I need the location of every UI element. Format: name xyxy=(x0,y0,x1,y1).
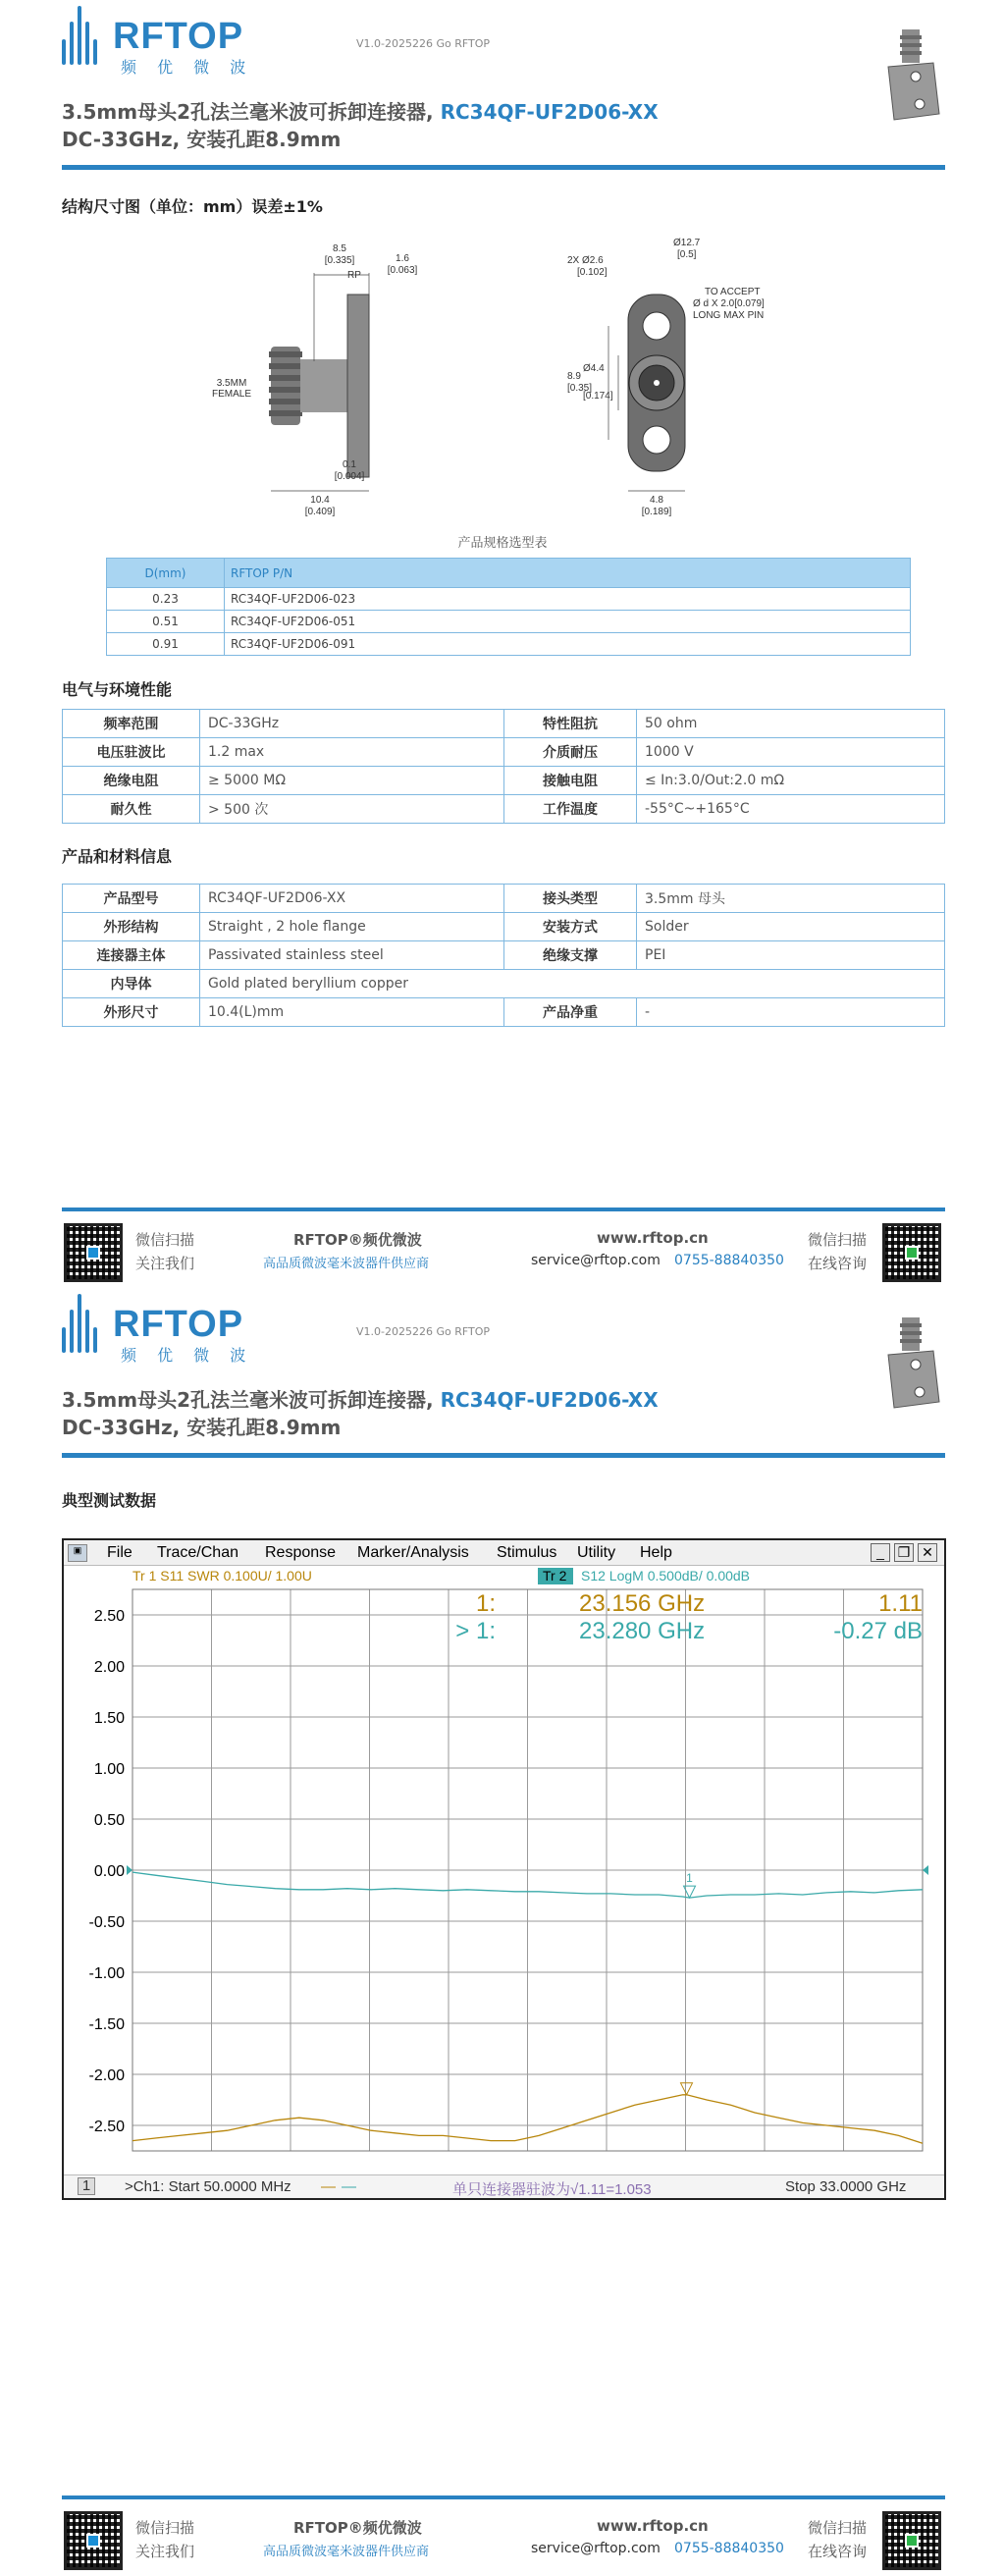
plot-grid xyxy=(127,1589,928,2151)
trace1-label: Tr 1 S11 SWR 0.100U/ 1.00U xyxy=(132,1568,312,1583)
dim-total-length: 10.4 xyxy=(310,495,330,506)
footer-email[interactable]: service@rftop.com xyxy=(531,2541,661,2556)
footer-wechat-scan-2: 微信扫描 xyxy=(808,1231,868,1249)
marker1-triangle xyxy=(681,2083,693,2095)
product-subtitle: DC-33GHz, 安装孔距8.9mm xyxy=(62,128,342,151)
dim-gap-inch: [0.004] xyxy=(334,471,365,482)
rftop-logo xyxy=(62,6,278,75)
footer-phone[interactable]: 0755-88840350 xyxy=(674,2541,784,2556)
connector-thumbnail xyxy=(876,27,945,126)
menu-stimulus[interactable]: Stimulus xyxy=(497,1544,557,1561)
footer-follow: 关注我们 xyxy=(135,1255,195,1272)
y-tick-label: 0.00 xyxy=(93,1863,125,1880)
table-row: 内导体 Gold plated beryllium copper xyxy=(63,970,945,998)
side-view-drawing xyxy=(212,243,418,517)
menu-marker-analysis[interactable]: Marker/Analysis xyxy=(357,1544,469,1561)
dim-center-dia: Ø4.4 xyxy=(583,363,605,374)
minimize-icon[interactable]: _ xyxy=(871,1543,890,1562)
material-table xyxy=(62,884,945,1027)
dim-holes-inch: [0.102] xyxy=(577,267,608,278)
marker2-freq: 23.280 GHz xyxy=(579,1618,706,1644)
electrical-table xyxy=(62,709,945,824)
s12-reference-arrow xyxy=(127,1865,132,1875)
qr-code-icon[interactable] xyxy=(882,1223,941,1282)
vna-screenshot xyxy=(62,1538,946,2200)
footer-brand: RFTOP®频优微波 xyxy=(293,2519,422,2537)
footer-slogan: 高品质微波毫米波器件供应商 xyxy=(263,1257,430,1271)
dim-gap: 0.1 xyxy=(343,459,356,470)
marker2-value: -0.27 dB xyxy=(833,1618,923,1644)
pn-header-d: D(mm) xyxy=(107,559,225,588)
product-title: 3.5mm母头2孔法兰毫米波可拆卸连接器, RC34QF-UF2D06-XX xyxy=(62,100,659,124)
page-footer xyxy=(62,1208,945,1286)
dim-side-length: 8.5 xyxy=(333,243,346,254)
logo-cn-name: 频 优 微 波 xyxy=(121,58,254,77)
status-start: >Ch1: Start 50.0000 MHz xyxy=(125,2178,291,2195)
menu-help[interactable]: Help xyxy=(640,1544,672,1561)
logo-bars-icon xyxy=(62,6,107,65)
footer-wechat-scan: 微信扫描 xyxy=(135,2519,195,2537)
table-row: 0.91 RC34QF-UF2D06-091 xyxy=(107,633,911,656)
status-note: 单只连接器驻波为√1.11=1.053 xyxy=(452,2181,652,2198)
s12-reference-arrow-right xyxy=(923,1865,928,1875)
footer-brand: RFTOP®频优微波 xyxy=(293,1231,422,1249)
trace2-badge-text: Tr 2 xyxy=(543,1568,567,1583)
dim-side-length-inch: [0.335] xyxy=(324,255,355,266)
dim-hole-spacing: 8.9 xyxy=(567,371,581,382)
footer-divider xyxy=(62,2496,945,2499)
qr-code-icon[interactable] xyxy=(882,2511,941,2570)
footer-website[interactable]: www.rftop.cn xyxy=(597,2517,709,2535)
marker2-number: 1 xyxy=(686,1871,693,1886)
footer-email[interactable]: service@rftop.com xyxy=(531,1253,661,1268)
dim-accept-3: LONG MAX PIN xyxy=(693,310,765,321)
section-title-electrical: 电气与环境性能 xyxy=(62,680,173,699)
marker1-value: 1.11 xyxy=(878,1590,923,1617)
dim-total-length-inch: [0.409] xyxy=(304,507,336,517)
marker-group xyxy=(681,1871,696,2095)
section-title-test: 典型测试数据 xyxy=(62,1491,157,1510)
dim-accept-1: TO ACCEPT xyxy=(705,287,761,297)
status-s12-swatch: — xyxy=(342,2178,356,2195)
page-header xyxy=(62,1288,945,1455)
vna-app-icon: ▣ xyxy=(68,1544,87,1562)
version-label: V1.0-2025226 Go RFTOP xyxy=(356,37,491,50)
logo-wordmark: RFTOP xyxy=(113,1304,244,1345)
marker1-freq: 23.156 GHz xyxy=(579,1590,706,1617)
product-title: 3.5mm母头2孔法兰毫米波可拆卸连接器, RC34QF-UF2D06-XX xyxy=(62,1388,659,1412)
y-tick-label: 1.00 xyxy=(93,1761,125,1778)
y-tick-label: -1.50 xyxy=(88,2016,125,2033)
footer-slogan: 高品质微波毫米波器件供应商 xyxy=(263,2545,430,2559)
table-row: 绝缘电阻 ≥ 5000 MΩ 接触电阻 ≤ In:3.0/Out:2.0 mΩ xyxy=(63,767,945,795)
y-tick-label: -2.50 xyxy=(88,2119,125,2135)
dim-width-inch: [0.189] xyxy=(641,507,672,517)
footer-wechat-scan: 微信扫描 xyxy=(135,1231,195,1249)
footer-consult: 在线咨询 xyxy=(808,2543,868,2560)
version-label: V1.0-2025226 Go RFTOP xyxy=(356,1325,491,1338)
y-tick-label: -0.50 xyxy=(88,1914,125,1931)
table-row: 0.23 RC34QF-UF2D06-023 xyxy=(107,588,911,611)
section-title-structure: 结构尺寸图（单位：mm）误差±1% xyxy=(62,197,323,216)
qr-code-icon[interactable] xyxy=(64,1223,123,1282)
status-stop: Stop 33.0000 GHz xyxy=(785,2178,907,2195)
status-s11-swatch: — xyxy=(321,2178,336,2195)
pn-table-caption: 产品规格选型表 xyxy=(457,536,548,551)
dim-flange-dia: Ø12.7 xyxy=(673,238,701,248)
footer-phone[interactable]: 0755-88840350 xyxy=(674,1253,784,1268)
front-view-drawing xyxy=(567,238,765,517)
qr-code-icon[interactable] xyxy=(64,2511,123,2570)
footer-wechat-scan-2: 微信扫描 xyxy=(808,2519,868,2537)
menu-file[interactable]: File xyxy=(107,1544,132,1561)
table-row: 产品型号 RC34QF-UF2D06-XX 接头类型 3.5mm 母头 xyxy=(63,885,945,913)
y-tick-label: 0.50 xyxy=(93,1812,125,1829)
dim-center-dia-inch: [0.174] xyxy=(583,391,613,402)
footer-divider xyxy=(62,1208,945,1211)
vna-plot-area xyxy=(64,1566,944,2155)
dim-accept-2: Ø d X 2.0[0.079] xyxy=(693,298,765,309)
dimension-drawing xyxy=(196,234,834,528)
footer-follow: 关注我们 xyxy=(135,2543,195,2560)
table-row: 连接器主体 Passivated stainless steel 绝缘支撑 PEI xyxy=(63,941,945,970)
product-subtitle: DC-33GHz, 安装孔距8.9mm xyxy=(62,1416,342,1439)
table-row: 外形尺寸 10.4(L)mm 产品净重 - xyxy=(63,998,945,1027)
table-row: 外形结构 Straight , 2 hole flange 安装方式 Solder xyxy=(63,913,945,941)
pn-table xyxy=(106,558,911,656)
logo-bars-icon xyxy=(62,1294,107,1353)
y-tick-label: -2.00 xyxy=(88,2067,125,2084)
marker2-label: > 1: xyxy=(455,1618,496,1644)
table-row: 频率范围 DC-33GHz 特性阻抗 50 ohm xyxy=(63,710,945,738)
page-header xyxy=(62,0,945,167)
dim-flange-thickness: 1.6 xyxy=(396,253,409,264)
menu-response[interactable]: Response xyxy=(265,1544,337,1561)
pn-header-pn: RFTOP P/N xyxy=(225,559,911,588)
y-tick-labels xyxy=(89,1608,126,2135)
header-divider xyxy=(62,1453,945,1458)
marker1-label: 1: xyxy=(475,1590,496,1617)
dim-hole-spacing-inch: [0.35] xyxy=(567,383,593,394)
page-footer xyxy=(62,2496,945,2574)
vna-statusbar xyxy=(64,2174,944,2198)
header-divider xyxy=(62,165,945,170)
y-tick-label: -1.00 xyxy=(88,1965,125,1982)
pn-table-header xyxy=(107,559,911,588)
y-tick-label: 1.50 xyxy=(93,1710,125,1727)
section-title-material: 产品和材料信息 xyxy=(62,847,173,866)
dim-female-label-2: FEMALE xyxy=(211,389,252,400)
channel-indicator: 1 xyxy=(78,2177,95,2195)
menu-trace-chan[interactable]: Trace/Chan xyxy=(157,1544,238,1561)
vna-menubar xyxy=(64,1540,944,1566)
restore-icon[interactable]: ❐ xyxy=(894,1543,914,1562)
y-tick-label: 2.50 xyxy=(93,1608,125,1625)
connector-thumbnail xyxy=(876,1315,945,1414)
menu-utility[interactable]: Utility xyxy=(577,1544,616,1561)
table-row: 耐久性 > 500 次 工作温度 -55°C~+165°C xyxy=(63,795,945,824)
dim-flange-dia-inch: [0.5] xyxy=(677,249,697,260)
close-icon[interactable]: ✕ xyxy=(918,1543,937,1562)
rftop-logo xyxy=(62,1294,278,1363)
footer-consult: 在线咨询 xyxy=(808,1255,868,1272)
dim-female-label: 3.5MM xyxy=(216,378,247,389)
dim-rp-label: RP xyxy=(347,270,361,281)
y-tick-label: 2.00 xyxy=(93,1659,125,1676)
dim-flange-thickness-inch: [0.063] xyxy=(387,265,418,276)
table-row: 电压驻波比 1.2 max 介质耐压 1000 V xyxy=(63,738,945,767)
logo-wordmark: RFTOP xyxy=(113,16,244,57)
logo-cn-name: 频 优 微 波 xyxy=(121,1346,254,1365)
dim-width: 4.8 xyxy=(650,495,663,506)
footer-website[interactable]: www.rftop.cn xyxy=(597,1229,709,1247)
table-row: 0.51 RC34QF-UF2D06-051 xyxy=(107,611,911,633)
trace2-label: S12 LogM 0.500dB/ 0.00dB xyxy=(581,1568,751,1583)
dim-holes: 2X Ø2.6 xyxy=(567,255,604,266)
